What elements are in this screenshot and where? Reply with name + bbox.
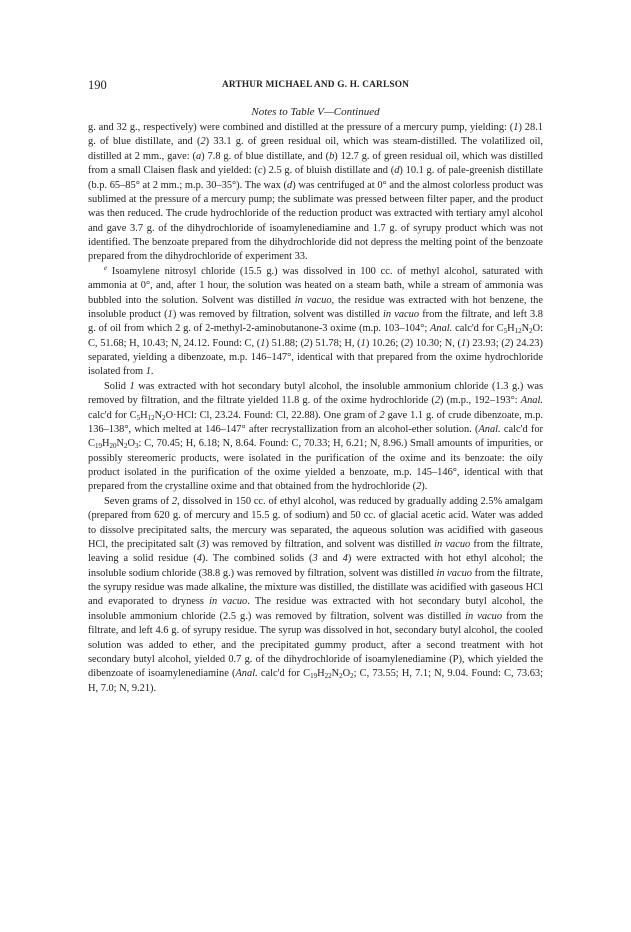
paragraph-3: Solid 1 was extracted with hot secondary butyl alcohol, the insoluble ammonium chloride (1.3 g.) was removed by filtration, and the filtrate yielded 11.8 g. of the oxime hydrochloride (2) (m.p., 192–193°: Anal. calc'd for $C_5H_{12}N_2O\cdot HCl$: Cl, 23.24. Found: Cl, 22.88). One gram of 2 gave 1.1 g. of crude dibenzoate, m.p. 136–138°, which melted at 146–147° after recrystallization from an alcohol-ether solution. (Anal. calc'd for $C_{19}H_{20}N_2O_3$: C, 70.45; H, 6.18; N, 8.64. Found: C, 70.33; H, 6.21; N, 8.96.) Small amounts of impurities, or possibly stereomeric products, were isolated in the purification of the oxime and its benzoate: the oily product isolated in the purification of the oxime yielded a benzoate, m.p. 145–146°, identical with that prepared from the crystalline oxime and that obtained from the hydrochloride (2).: [88, 380, 543, 493]
paragraph-4: Seven grams of 2, dissolved in 150 cc. of ethyl alcohol, was reduced by gradually adding 2.5% amalgam (prepared from 620 g. of mercury and 15.5 g. of sodium) and 50 cc. of glacial acetic acid. Water was added to dissolve precipitated salts, the mercury was separated, the aqueous solution was acidified with gaseous HCl, the precipitated salt (3) was removed by filtration, and solvent was distilled in vacuo from the filtrate, leaving a solid residue (4). The combined solids (3 and 4) were extracted with hot ethyl alcohol; the insoluble sodium chloride (38.8 g.) was removed by filtration, solvent was distilled in vacuo from the filtrate, the syrupy residue was made alkaline, the mixture was distilled, the distillate was acidified with gaseous HCl and evaporated to dryness in vacuo. The residue was extracted with hot secondary butyl alcohol, the insoluble ammonium chloride (2.5 g.) was removed by filtration, solvent was distilled in vacuo from the filtrate, and left 4.6 g. of syrupy residue. The syrup was dissolved in hot, secondary butyl alcohol, the cooled solution was added to ether, and the precipitated gummy product, after a second treatment with hot secondary butyl alcohol, yielded 0.7 g. of the dihydrochloride of isoamylenediamine (P), which yielded the dibenzoate of isoamylenediamine (Anal. calc'd for $C_{19}H_{22}N_2O_2$; C, 73.55; H, 7.1; N, 9.04. Found: C, 73.63; H, 7.0; N, 9.21).: [88, 495, 544, 694]
paragraph-1: g. and 32 g., respectively) were combined and distilled at the pressure of a mercury pump, yielding: (1) 28.1 g. of blue distillate, and (2) 33.1 g. of green residual oil, which was steam-distilled. The volatilized oil, distilled at 2 mm., gave: (a) 7.8 g. of blue distillate, and (b) 12.7 g. of green residual oil, which was distilled from a small Claisen flask and yielded: (c) 2.5 g. of bluish distillate and (d) 10.1 g. of pale-greenish distillate (b.p. 65–85° at 2 mm.; m.p. 30–35°). The wax (d) was centrifuged at 0° and the almost colorless product was sublimed at the pressure of a mercury pump; the sublimate was pressed between filter paper, and the product was then reduced. The crude hydrochloride of the reduction product was extracted with tertiary amyl alcohol and gave 3.7 g. of the dihydrochloride of isoamylenediamine and 1.7 g. of syrupy product which was not identified. The benzoate prepared from the dihydrochloride did not depress the melting point of the benzoate prepared from the dihydrochloride of experiment 33.: [88, 122, 544, 263]
body-text: [88, 121, 543, 696]
paragraph-2-note-e: $^e$ Isoamylene nitrosyl chloride (15.5 g.) was dissolved in 100 cc. of methyl alcohol, saturated with ammonia at 0°, and, after 1 hour, the solution was heated on a steam bath, while a stream of ammonia was bubbled into the solution. Solvent was distilled in vacuo, the residue was extracted with hot benzene, the insoluble product (1) was removed by filtration, solvent was distilled in vacuo from the filtrate, and left 3.8 g. of oil from which 2 g. of 2-methyl-2-aminobutanone-3 oxime (m.p. 103–104°; Anal. calc'd for $C_5H_{12}N_2O$: C, 51.68; H, 10.43; N, 24.12. Found: C, (1) 51.88; (2) 51.78; H, (1) 10.26; (2) 10.30; N, (1) 23.93; (2) 24.23) separated, yielding a dibenzoate, m.p. 146–147°, identical with that prepared from the oxime hydrochloride isolated from 1.: [88, 263, 543, 378]
running-title: ARTHUR MICHAEL AND G. H. CARLSON: [221, 80, 410, 90]
running-head: [88, 78, 543, 92]
section-title: Notes to Table V—Continued: [251, 106, 380, 118]
footnote-mark: e: [104, 263, 108, 272]
page-number: 190: [88, 78, 107, 92]
